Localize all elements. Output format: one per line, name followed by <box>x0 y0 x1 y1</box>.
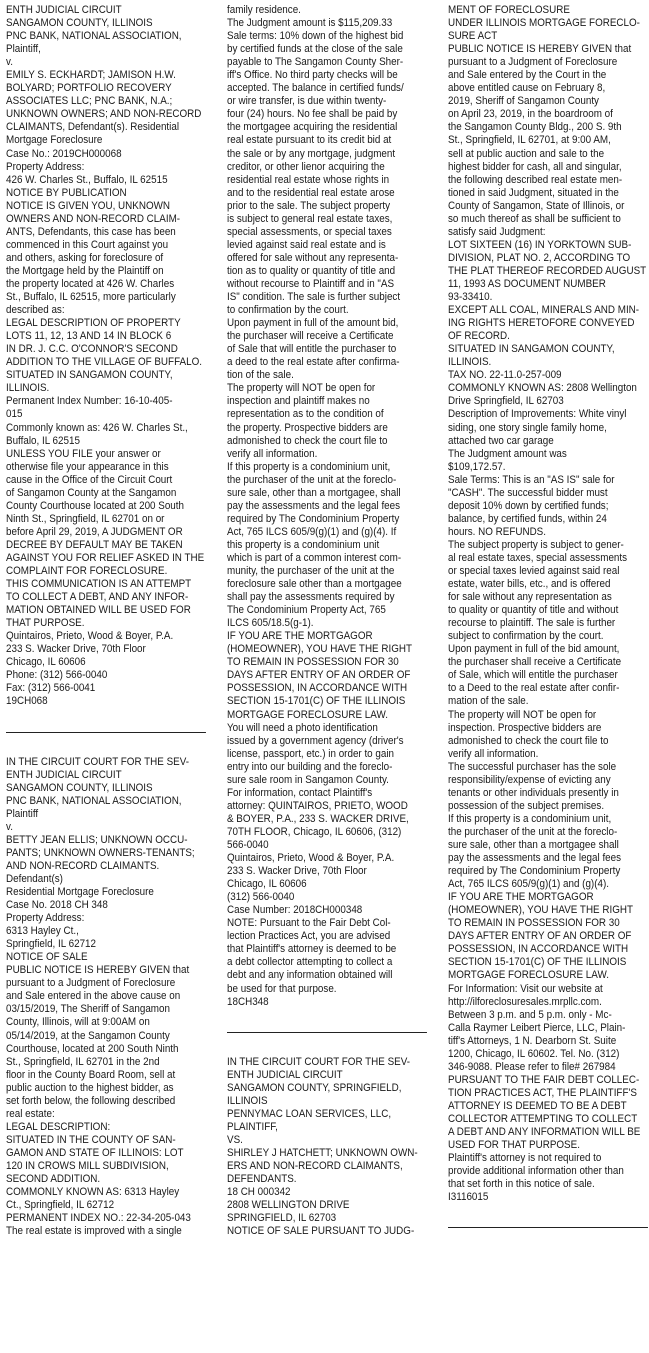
notice-line: NOTICE IS GIVEN YOU, UNKNOWN <box>6 199 171 212</box>
spacer <box>227 1043 429 1056</box>
notice-line: pay the assessments and the legal fees <box>448 852 622 865</box>
notice-line: PUBLIC NOTICE IS HEREBY GIVEN that <box>448 43 632 56</box>
notice-line: the mortgagee acquiring the residential <box>227 121 398 134</box>
notice-line: ENTH JUDICIAL CIRCUIT <box>6 4 122 16</box>
notice-line: ILLINOIS. <box>448 356 492 369</box>
notice-line: Upon payment in full of the bid amount, <box>448 643 620 656</box>
notice-line: Phone: (312) 566-0040 <box>6 669 108 682</box>
notice-line: Upon payment in full of the amount bid, <box>227 317 399 330</box>
notice-line: and Sale entered by the Court in the <box>448 69 607 82</box>
notice-line: & BOYER, P.A., 233 S. WACKER DRIVE, <box>227 812 409 825</box>
notice-line: responsibility/expense of evicting any <box>448 773 611 786</box>
notice-line: ATTORNEY IS DEEMED TO BE A DEBT <box>448 1099 627 1112</box>
notice-line: EMILY S. ECKHARDT; JAMISON H.W. <box>6 69 176 82</box>
notice-line: Act, 765 ILCS 605/9(g)(1) and (g)(4). If <box>227 525 397 538</box>
notice-line: a debt collector attempting to collect a <box>227 956 393 969</box>
notice-line: real estate pursuant to its credit bid at <box>227 134 392 147</box>
notice-line: TION PRACTICES ACT, THE PLAINTIFF'S <box>448 1086 637 1099</box>
notice-line: SITUATED IN SANGAMON COUNTY, <box>6 369 173 382</box>
notice-line: PANTS; UNKNOWN OWNERS-TENANTS; <box>6 846 195 859</box>
notice-separator-rule <box>6 732 206 733</box>
notice-line: 233 S. Wacker Drive, 70th Floor <box>227 865 367 878</box>
notice-line: CLAIMANTS, Defendant(s). Residential <box>6 121 180 134</box>
notice-line: NOTE: Pursuant to the Fair Debt Col- <box>227 917 391 930</box>
notice-line: The property will NOT be open for <box>448 708 597 721</box>
notice-line: Sale terms: 10% down of the highest bid <box>227 30 404 43</box>
notice-line: OF RECORD. <box>448 330 510 343</box>
notice-line: St., Buffalo, IL 62515, more particularly <box>6 291 176 304</box>
notice-line: the property. Prospective bidders are <box>227 421 388 434</box>
notice-line: of Sale that will entitle the purchaser to <box>227 343 397 356</box>
notice-line: the purchaser will receive a Certificate <box>227 330 394 343</box>
notice-line: v. <box>6 820 13 833</box>
notice-line: pursuant to a Judgment of Foreclosure <box>448 56 618 69</box>
notice-line: Act, 765 ILCS 605/9(g)(1) and (g)(4). <box>448 878 610 891</box>
notice-line: PURSUANT TO THE FAIR DEBT COLLEC- <box>448 1073 640 1086</box>
notice-line: The property will NOT be open for <box>227 382 376 395</box>
notice-line: SANGAMON COUNTY, ILLINOIS <box>6 781 153 794</box>
notice-line: special assessments, or special taxes <box>227 225 392 238</box>
notice-line: munity, the purchaser of the unit at the <box>227 565 395 578</box>
notice-line: Ninth St., Springfield, IL 62701 on or <box>6 512 165 525</box>
notice-line: Chicago, IL 60606 <box>227 878 307 891</box>
notice-line: by certified funds at the close of the sale <box>227 43 403 56</box>
notice-line: Quintairos, Prieto, Wood & Boyer, P.A. <box>227 852 395 865</box>
notice-line: Commonly known as: 426 W. Charles St., <box>6 421 188 434</box>
notice-line: cause in the Office of the Circuit Court <box>6 473 173 486</box>
notice-line: IS" condition. The sale is further subject <box>227 291 401 304</box>
notice-line: of Sale, which will entitle the purchaser <box>448 669 618 682</box>
notice-line: Permanent Index Number: 16-10-405- <box>6 395 173 408</box>
notice-line: MENT OF FORECLOSURE <box>448 4 570 16</box>
notice-line: tion as to quality or quantity of title and <box>227 264 396 277</box>
notice-line: possession of the subject premises. <box>448 799 605 812</box>
spacer <box>448 1204 649 1217</box>
notice-line: offered for sale without any representa- <box>227 251 399 264</box>
notice-line: SITUATED IN THE COUNTY OF SAN- <box>6 1133 176 1146</box>
notice-line: Case Number: 2018CH000348 <box>227 904 363 917</box>
notice-line: this property is a condominium unit <box>227 538 380 551</box>
notice-line: COLLECTOR ATTEMPTING TO COLLECT <box>448 1112 638 1125</box>
notice-line: 2808 WELLINGTON DRIVE <box>227 1199 350 1212</box>
notice-line: I3116015 <box>448 1191 489 1204</box>
notice-line: pursuant to a Judgment of Foreclosure <box>6 977 176 990</box>
column-3 <box>448 4 649 1238</box>
notice-line: ING RIGHTS HERETOFORE CONVEYED <box>448 317 635 330</box>
notice-line: the Sangamon County Bldg., 200 S. 9th <box>448 121 622 134</box>
notice-line: County Courthouse located at 200 South <box>6 499 185 512</box>
notice-line: AGAINST YOU FOR RELIEF ASKED IN THE <box>6 551 205 564</box>
notice-line: ILLINOIS. <box>6 382 50 395</box>
notice-line: You will need a photo identification <box>227 721 378 734</box>
notice-line: sure sale room in Sangamon County. <box>227 773 389 786</box>
notice-line: sure sale, other than a mortgagee, shall <box>227 486 401 499</box>
notice-line: foreclosure sale other than a mortgagee <box>227 578 402 591</box>
notice-line: MATION OBTAINED WILL BE USED FOR <box>6 604 191 617</box>
notice-line: inspection and plaintiff makes no <box>227 395 370 408</box>
notice-line: attached two car garage <box>448 434 554 447</box>
notice-line: MORTGAGE FORECLOSURE LAW. <box>448 969 609 982</box>
notice-line: ANTS, Defendants, this case has been <box>6 225 176 238</box>
notice-line: required by The Condominium Property <box>448 865 621 878</box>
notice-line: LEGAL DESCRIPTION OF PROPERTY <box>6 317 181 330</box>
notice-line: 18CH348 <box>227 995 269 1008</box>
notice-line: THE PLAT THEREOF RECORDED AUGUST <box>448 264 647 277</box>
notice-line: The Judgment amount was <box>448 447 567 460</box>
notice-line: subject to confirmation by the court. <box>448 630 604 643</box>
notice-line: Defendant(s) <box>6 872 63 885</box>
notice-line: UNLESS YOU FILE your answer or <box>6 447 161 460</box>
notice-line: If this property is a condominium unit, <box>448 812 612 825</box>
notice-line: St., Springfield, IL 62701 in the 2nd <box>6 1055 160 1068</box>
notice-line: 2019, Sheriff of Sangamon County <box>448 95 599 108</box>
notice-line: satisfy said Judgment: <box>448 225 546 238</box>
notice-line: verify all information. <box>227 447 318 460</box>
legal-notice <box>227 1056 429 1239</box>
notice-line: family residence. <box>227 4 301 16</box>
notice-line: balance, by certified funds, within 24 <box>448 512 607 525</box>
notice-line: mation of the sale. <box>448 695 529 708</box>
notice-line: commenced in this Court against you <box>6 238 169 251</box>
notice-line: debt and any information obtained will <box>227 969 393 982</box>
notice-line: 426 W. Charles St., Buffalo, IL 62515 <box>6 173 168 186</box>
notice-line: admonished to check the court file to <box>448 734 609 747</box>
notice-line: The subject property is subject to gener- <box>448 538 624 551</box>
notice-line: COMMONLY KNOWN AS: 2808 Wellington <box>448 382 637 395</box>
notice-line: 1200, Chicago, IL 60602. Tel. No. (312) <box>448 1047 620 1060</box>
notice-line: Case No. 2018 CH 348 <box>6 899 108 912</box>
notice-line: is subject to general real estate taxes, <box>227 212 393 225</box>
notice-line: without recourse to Plaintiff and in "AS <box>227 277 395 290</box>
notice-line: TO REMAIN IN POSSESSION FOR 30 <box>227 656 399 669</box>
notice-line: LOT SIXTEEN (16) IN YORKTOWN SUB- <box>448 238 632 251</box>
notice-line: MORTGAGE FORECLOSURE LAW. <box>227 708 388 721</box>
notice-line: Property Address: <box>6 912 85 925</box>
notice-line: al real estate taxes, special assessments <box>448 551 628 564</box>
notice-line: Calla Raymer Leibert Pierce, LLC, Plain- <box>448 1021 626 1034</box>
notice-line: "CASH". The successful bidder must <box>448 486 608 499</box>
notice-line: iff's Office. No third party checks will be <box>227 69 398 82</box>
notice-line: A DEBT AND ANY INFORMATION WILL BE <box>448 1126 641 1139</box>
notice-line: DIVISION, PLAT NO. 2, ACCORDING TO <box>448 251 631 264</box>
notice-line: the purchaser shall receive a Certificate <box>448 656 622 669</box>
notice-line: the following described real estate men- <box>448 173 623 186</box>
notice-line: tion of the sale. <box>227 369 294 382</box>
notice-line: VS. <box>227 1133 243 1146</box>
notice-line: LEGAL DESCRIPTION: <box>6 1120 111 1133</box>
notice-separator-rule <box>227 1032 427 1033</box>
notice-line: license, passport, etc.) in order to gain <box>227 747 395 760</box>
notice-line: IF YOU ARE THE MORTGAGOR <box>227 630 373 643</box>
notice-line: to confirmation by the court. <box>227 304 349 317</box>
notice-line: Case No.: 2019CH000068 <box>6 147 122 160</box>
notice-line: ERS AND NON-RECORD CLAIMANTS, <box>227 1159 403 1172</box>
notice-line: Between 3 p.m. and 5 p.m. only - Mc- <box>448 1008 612 1021</box>
notice-line: (312) 566-0040 <box>227 891 295 904</box>
notice-line: The Judgment amount is $115,209.33 <box>227 17 393 30</box>
notice-line: Property Address: <box>6 160 85 173</box>
notice-line: $109,172.57. <box>448 460 506 473</box>
notice-line: to a Deed to the real estate after confir- <box>448 682 620 695</box>
notice-line: admonished to check the court file to <box>227 434 388 447</box>
notice-line: so much thereof as shall be sufficient to <box>448 212 621 225</box>
notice-line: NOTICE BY PUBLICATION <box>6 186 127 199</box>
notice-line: SITUATED IN SANGAMON COUNTY, <box>448 343 615 356</box>
notice-line: 03/15/2019, The Sheriff of Sangamon <box>6 1003 170 1016</box>
notice-line: to quality or quantity of title and without <box>448 604 619 617</box>
notice-line: County, Illinois, will at 9:00AM on <box>6 1016 150 1029</box>
notice-line: of Sangamon County at the Sangamon <box>6 486 177 499</box>
notice-line: UNKNOWN OWNERS; AND NON-RECORD <box>6 108 202 121</box>
notice-line: 233 S. Wacker Drive, 70th Floor <box>6 643 146 656</box>
notice-line: on April 23, 2019, in the boardroom of <box>448 108 613 121</box>
notice-line: which is part of a common interest com- <box>227 551 402 564</box>
column-2 <box>227 4 429 1238</box>
notice-line: tenants or other individuals presently in <box>448 786 619 799</box>
notice-line: set forth below, the following described <box>6 1094 176 1107</box>
notice-line: TO COLLECT A DEBT, AND ANY INFOR- <box>6 591 189 604</box>
notice-line: GAMON AND STATE OF ILLINOIS: LOT <box>6 1146 184 1159</box>
notice-line: pay the assessments and the legal fees <box>227 499 401 512</box>
notice-line: ENTH JUDICIAL CIRCUIT <box>6 768 122 781</box>
notice-line: ILCS 605/18.5(g-1). <box>227 617 314 630</box>
spacer <box>6 709 208 722</box>
notice-line: and others, asking for foreclosure of <box>6 251 164 264</box>
notice-line: tiff's Attorneys, 1 N. Dearborn St. Suite <box>448 1034 617 1047</box>
notice-line: Residential Mortgage Foreclosure <box>6 886 154 898</box>
notice-line: SPRINGFIELD, IL 62703 <box>227 1212 337 1225</box>
notice-line: Buffalo, IL 62515 <box>6 434 80 447</box>
notice-line: 19CH068 <box>6 695 48 708</box>
notice-line: If this property is a condominium unit, <box>227 460 391 473</box>
legal-notice <box>6 756 208 1239</box>
notice-line: Description of Improvements: White vinyl <box>448 408 627 421</box>
notice-line: v. <box>6 56 13 69</box>
notice-line: shall pay the assessments required by <box>227 591 395 604</box>
notice-line: creditor, or other lienor acquiring the <box>227 160 385 173</box>
notice-line: lection Practices Act, you are advised <box>227 930 391 943</box>
notice-line: be used for that purpose. <box>227 982 337 995</box>
notice-line: estate, water bills, etc., and is offered <box>448 578 611 591</box>
notice-line: recourse to plaintiff. The sale is further <box>448 617 616 630</box>
notice-line: representation as to the condition of <box>227 408 384 421</box>
notice-line: USED FOR THAT PURPOSE. <box>448 1139 580 1152</box>
notice-line: POSSESSION, IN ACCORDANCE WITH <box>448 943 629 956</box>
notice-line: required by The Condominium Property <box>227 512 400 525</box>
notice-line: SECTION 15-1701(C) OF THE ILLINOIS <box>227 695 406 708</box>
notice-line: 566-0040 <box>227 839 269 851</box>
notice-line: and to the residential real estate arose <box>227 186 395 199</box>
notice-line: (HOMEOWNER), YOU HAVE THE RIGHT <box>448 904 634 917</box>
notice-line: 93-33410. <box>448 291 493 304</box>
notice-line: County of Sangamon, State of Illinois, or <box>448 199 625 212</box>
notice-line: TAX NO. 22-11.0-257-009 <box>448 369 562 382</box>
notice-line: 6313 Hayley Ct., <box>6 925 79 938</box>
notice-line: For Information: Visit our website at <box>448 982 603 995</box>
notice-line: COMMONLY KNOWN AS: 6313 Hayley <box>6 1186 180 1199</box>
notice-line: SHIRLEY J HATCHETT; UNKNOWN OWN- <box>227 1146 418 1159</box>
notice-line: Drive Springfield, IL 62703 <box>448 395 564 408</box>
notice-line: IN THE CIRCUIT COURT FOR THE SEV- <box>6 755 190 768</box>
notice-line: or wire transfer, is due within twenty- <box>227 95 387 108</box>
notice-line: (HOMEOWNER), YOU HAVE THE RIGHT <box>227 643 413 656</box>
notice-line: described as: <box>6 304 65 317</box>
notice-line: 120 IN CROWS MILL SUBDIVISION, <box>6 1159 169 1172</box>
notice-line: THAT PURPOSE. <box>6 617 85 630</box>
notice-line: ASSOCIATES LLC; PNC BANK, N.A.; <box>6 95 173 108</box>
notice-line: tioned in said Judgment, situated in the <box>448 186 619 199</box>
notice-line: Springfield, IL 62712 <box>6 938 97 951</box>
notice-line: PENNYMAC LOAN SERVICES, LLC, <box>227 1107 392 1120</box>
column-1 <box>6 4 208 1238</box>
notice-line: inspection. Prospective bidders are <box>448 721 602 734</box>
notice-line: above entitled cause on February 8, <box>448 82 606 95</box>
notice-line: BETTY JEAN ELLIS; UNKNOWN OCCU- <box>6 833 188 846</box>
notice-line: Quintairos, Prieto, Wood & Boyer, P.A. <box>6 630 174 643</box>
notice-line: SANGAMON COUNTY, ILLINOIS <box>6 17 153 30</box>
notice-line: PNC BANK, NATIONAL ASSOCIATION, <box>6 30 182 43</box>
notice-line: 11, 1993 AS DOCUMENT NUMBER <box>448 277 606 290</box>
notice-line: IF YOU ARE THE MORTGAGOR <box>448 891 594 904</box>
notice-line: 346-9088. Please refer to file# 267984 <box>448 1060 616 1073</box>
notice-line: sell at public auction and sale to the <box>448 147 605 160</box>
notice-line: Courthouse, located at 200 South Ninth <box>6 1042 179 1055</box>
notice-line: the purchaser of the unit at the foreclo- <box>448 825 618 838</box>
notice-line: accepted. The balance in certified funds/ <box>227 82 404 95</box>
notice-line: highest bidder for cash, all and singular, <box>448 160 622 173</box>
notice-line: TO REMAIN IN POSSESSION FOR 30 <box>448 917 620 930</box>
notice-line: and Sale entered in the above cause on <box>6 990 181 1003</box>
notice-line: verify all information. <box>448 747 539 760</box>
notice-line: SANGAMON COUNTY, SPRINGFIELD, <box>227 1081 402 1094</box>
notice-line: 70TH FLOOR, Chicago, IL 60606, (312) <box>227 825 402 838</box>
notice-line: a deed to the real estate after confirma- <box>227 356 400 369</box>
notice-line: IN THE CIRCUIT COURT FOR THE SEV- <box>227 1055 411 1068</box>
notice-line: The successful purchaser has the sole <box>448 760 617 773</box>
legal-notice <box>6 4 208 709</box>
notice-line: prior to the sale. The subject property <box>227 199 391 212</box>
notice-line: THIS COMMUNICATION IS AN ATTEMPT <box>6 578 192 591</box>
notice-line: NOTICE OF SALE <box>6 951 88 964</box>
notice-line: ADDITION TO THE VILLAGE OF BUFFALO. <box>6 356 202 369</box>
notice-line: siding, one story single family home, <box>448 421 607 434</box>
notice-line: SURE ACT <box>448 30 498 43</box>
notice-line: http://ilforeclosuresales.mrpllc.com. <box>448 995 602 1008</box>
notice-line: levied against said real estate and is <box>227 238 386 251</box>
notice-line: ILLINOIS <box>227 1094 268 1107</box>
notice-line: provide additional information other than <box>448 1165 624 1178</box>
spacer <box>227 1009 429 1022</box>
notice-line: Chicago, IL 60606 <box>6 656 86 669</box>
notice-line: OWNERS AND NON-RECORD CLAIM- <box>6 212 181 225</box>
notice-line: Fax: (312) 566-0041 <box>6 682 96 695</box>
notice-line: DECREE BY DEFAULT MAY BE TAKEN <box>6 538 183 551</box>
notice-line: PUBLIC NOTICE IS HEREBY GIVEN that <box>6 964 190 977</box>
notice-line: DEFENDANTS. <box>227 1173 297 1186</box>
notice-line: The real estate is improved with a single <box>6 1225 182 1238</box>
notice-line: The Condominium Property Act, 765 <box>227 604 386 617</box>
notice-line: PERMANENT INDEX NO.: 22-34-205-043 <box>6 1212 191 1225</box>
notice-line: DAYS AFTER ENTRY OF AN ORDER OF <box>227 669 411 682</box>
notice-line: 18 CH 000342 <box>227 1186 291 1199</box>
notice-line: POSSESSION, IN ACCORDANCE WITH <box>227 682 408 695</box>
notice-line: payable to The Sangamon County Sher- <box>227 56 404 69</box>
notice-line: deposit 10% down by certified funds; <box>448 499 609 512</box>
notice-line: 015 <box>6 408 23 421</box>
notice-line: that Plaintiff's attorney is deemed to be <box>227 943 397 956</box>
notice-line: for sale without any representation as <box>448 591 612 604</box>
notice-line: BOLYARD; PORTFOLIO RECOVERY <box>6 82 172 95</box>
notice-line: Plaintiff, <box>6 43 41 56</box>
notice-line: real estate: <box>6 1107 55 1120</box>
notice-line: PNC BANK, NATIONAL ASSOCIATION, <box>6 794 182 807</box>
notice-line: entry into our building and the foreclo- <box>227 760 393 773</box>
notice-separator-rule <box>448 1227 648 1228</box>
notice-line: four (24) hours. No fee shall be paid by <box>227 108 398 121</box>
notice-line: Mortgage Foreclosure <box>6 134 103 147</box>
notice-line: EXCEPT ALL COAL, MINERALS AND MIN- <box>448 304 640 317</box>
notice-line: attorney: QUINTAIROS, PRIETO, WOOD <box>227 799 408 812</box>
notice-line: otherwise file your appearance in this <box>6 460 169 473</box>
notice-line: the property located at 426 W. Charles <box>6 277 175 290</box>
legal-notice <box>227 4 429 1009</box>
notice-line: DAYS AFTER ENTRY OF AN ORDER OF <box>448 930 632 943</box>
notice-line: St., Springfield, IL 62701, at 9:00 AM, <box>448 134 611 147</box>
notice-line: ENTH JUDICIAL CIRCUIT <box>227 1068 343 1081</box>
notice-line: floor in the County Board Room, sell at <box>6 1068 176 1081</box>
notice-line: sure sale, other than a mortgagee shall <box>448 839 619 851</box>
notice-line: residential real estate whose rights in <box>227 173 390 186</box>
notice-line: Sale Terms: This is an "AS IS" sale for <box>448 473 615 486</box>
notice-line: Plaintiff <box>6 807 39 820</box>
notice-line: the purchaser of the unit at the foreclo- <box>227 473 397 486</box>
notice-line: AND NON-RECORD CLAIMANTS. <box>6 859 160 872</box>
notice-line: For information, contact Plaintiff's <box>227 786 373 799</box>
notice-line: 05/14/2019, at the Sangamon County <box>6 1029 170 1042</box>
notice-line: SECTION 15-1701(C) OF THE ILLINOIS <box>448 956 627 969</box>
notice-line: Ct., Springfield, IL 62712 <box>6 1199 115 1212</box>
notice-line: hours. NO REFUNDS. <box>448 525 546 538</box>
notice-line: public auction to the highest bidder, as <box>6 1081 174 1094</box>
notice-line: SECOND ADDITION. <box>6 1173 101 1186</box>
notice-line: the Mortgage held by the Plaintiff on <box>6 264 164 277</box>
notice-line: LOTS 11, 12, 13 AND 14 IN BLOCK 6 <box>6 330 172 343</box>
notice-line: that set forth in this notice of sale. <box>448 1178 595 1191</box>
notice-line: UNDER ILLINOIS MORTGAGE FORECLO- <box>448 17 640 30</box>
notice-line: COMPLAINT FOR FORECLOSURE. <box>6 565 168 578</box>
legal-notice <box>448 4 649 1204</box>
spacer <box>6 743 208 756</box>
notice-line: IN DR. J. C.C. O'CONNOR'S SECOND <box>6 343 178 356</box>
notice-line: the sale or by any mortgage, judgment <box>227 147 396 160</box>
notice-line: PLAINTIFF, <box>227 1120 278 1133</box>
notice-line: before April 29, 2019, A JUDGMENT OR <box>6 525 183 538</box>
notice-line: Plaintiff's attorney is not required to <box>448 1152 602 1165</box>
notice-line: or special taxes levied against said real <box>448 565 620 578</box>
notice-line: NOTICE OF SALE PURSUANT TO JUDG- <box>227 1225 415 1238</box>
notice-line: issued by a government agency (driver's <box>227 734 404 747</box>
